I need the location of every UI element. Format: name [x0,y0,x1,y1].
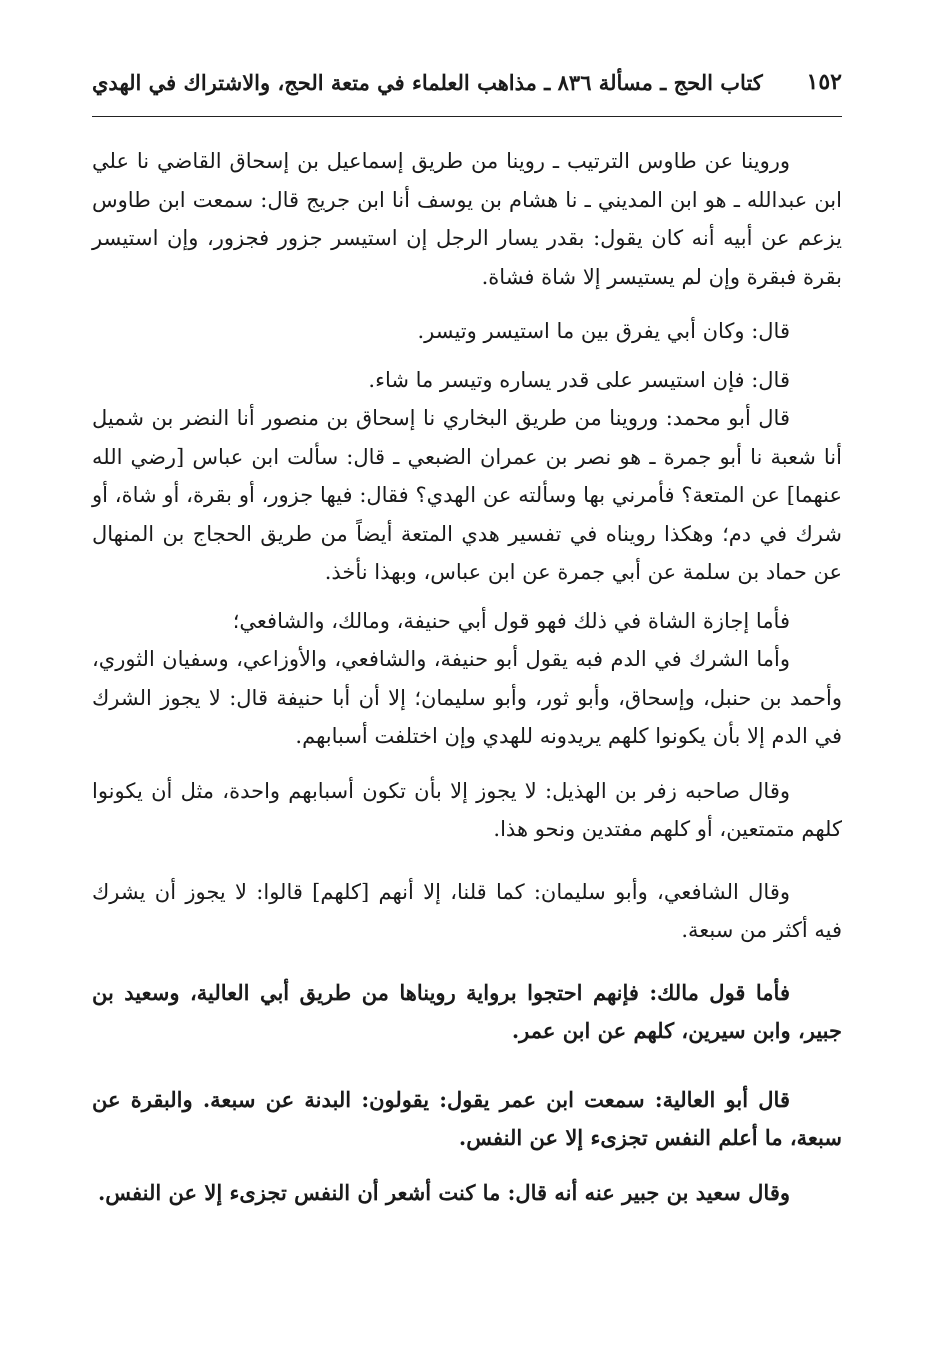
paragraph-10: قال أبو العالية: سمعت ابن عمر يقول: يقولون: البدنة عن سبعة. والبقرة عن سبعة، ما أعلم النفس تجزىء إلا عن النفس. [92,1086,842,1150]
running-title: كتاب الحج ـ مسألة ٨٣٦ ـ مذاهب العلماء في متعة الحج، والاشتراك في الهدي [92,69,763,95]
page-header [92,62,842,102]
paragraph-3: قال: فإن استيسر على قدر يساره وتيسر ما شاء. [368,367,790,392]
paragraph-5: فأما إجازة الشاة في ذلك فهو قول أبي حنيفة، ومالك، والشافعي؛ [232,608,790,633]
paragraph-7: وقال صاحبه زفر بن الهذيل: لا يجوز إلا بأن تكون أسبابهم واحدة، مثل أن يكونوا كلهم متمتعين، أو كلهم مفتدين ونحو هذا. [92,778,842,841]
paragraph-4: قال أبو محمد: وروينا من طريق البخاري نا إسحاق بن منصور أنا النضر بن شميل أنا شعبة نا أبو جمرة ـ هو نصر بن عمران الضبعي ـ قال: سألت ابن عباس [رضي الله عنهما] عن المتعة؟ فأمرني بها وسألته عن الهدي؟ فقال: فيها جزور، أو بقرة، أو شاة، أو شرك في دم؛ وهكذا رويناه في تفسير هدي المتعة أيضاً من طريق الحجاج بن المنهال عن حماد بن سلمة عن أبي جمرة عن ابن عباس، وبهذا نأخذ. [92,406,842,584]
paragraph-9: فأما قول مالك: فإنهم احتجوا برواية رويناها من طريق أبي العالية، وسعيد بن جبير، وابن سيرين، كلهم عن ابن عمر. [92,979,842,1043]
paragraph-11: وقال سعيد بن جبير عنه أنه قال: ما كنت أشعر أن النفس تجزىء إلا عن النفس. [97,1179,790,1205]
paragraph-6: وأما الشرك في الدم فبه يقول أبو حنيفة، والشافعي، والأوزاعي، وسفيان الثوري، وأحمد بن حنبل، وإسحاق، وأبو ثور، وأبو سليمان؛ إلا أن أبا حنيفة قال: لا يجوز الشرك في الدم إلا بأن يكونوا كلهم يريدونه للهدي وإن اختلفت أسبابهم. [92,647,842,748]
paragraph-1: وروينا عن طاوس الترتيب ـ روينا من طريق إسماعيل بن إسحاق القاضي نا علي ابن عبدالله ـ هو ابن المديني ـ نا هشام بن يوسف أنا ابن جريج قال: سمعت ابن طاوس يزعم عن أبيه أنه كان يقول: بقدر يسار الرجل إن استيسر جزور فجزور، وإن استيسر بقرة فبقرة وإن لم يستيسر إلا شاة فشاة. [92,149,842,289]
paragraph-8: وقال الشافعي، وأبو سليمان: كما قلنا، إلا أنهم [كلهم] قالوا: لا يجوز أن يشرك فيه أكثر من سبعة. [92,879,842,942]
page-number: ١٥٢ [806,69,842,95]
header-divider [92,116,842,117]
page-body [92,142,842,1212]
paragraph-2: قال: وكان أبي يفرق بين ما استيسر وتيسر. [417,319,790,343]
